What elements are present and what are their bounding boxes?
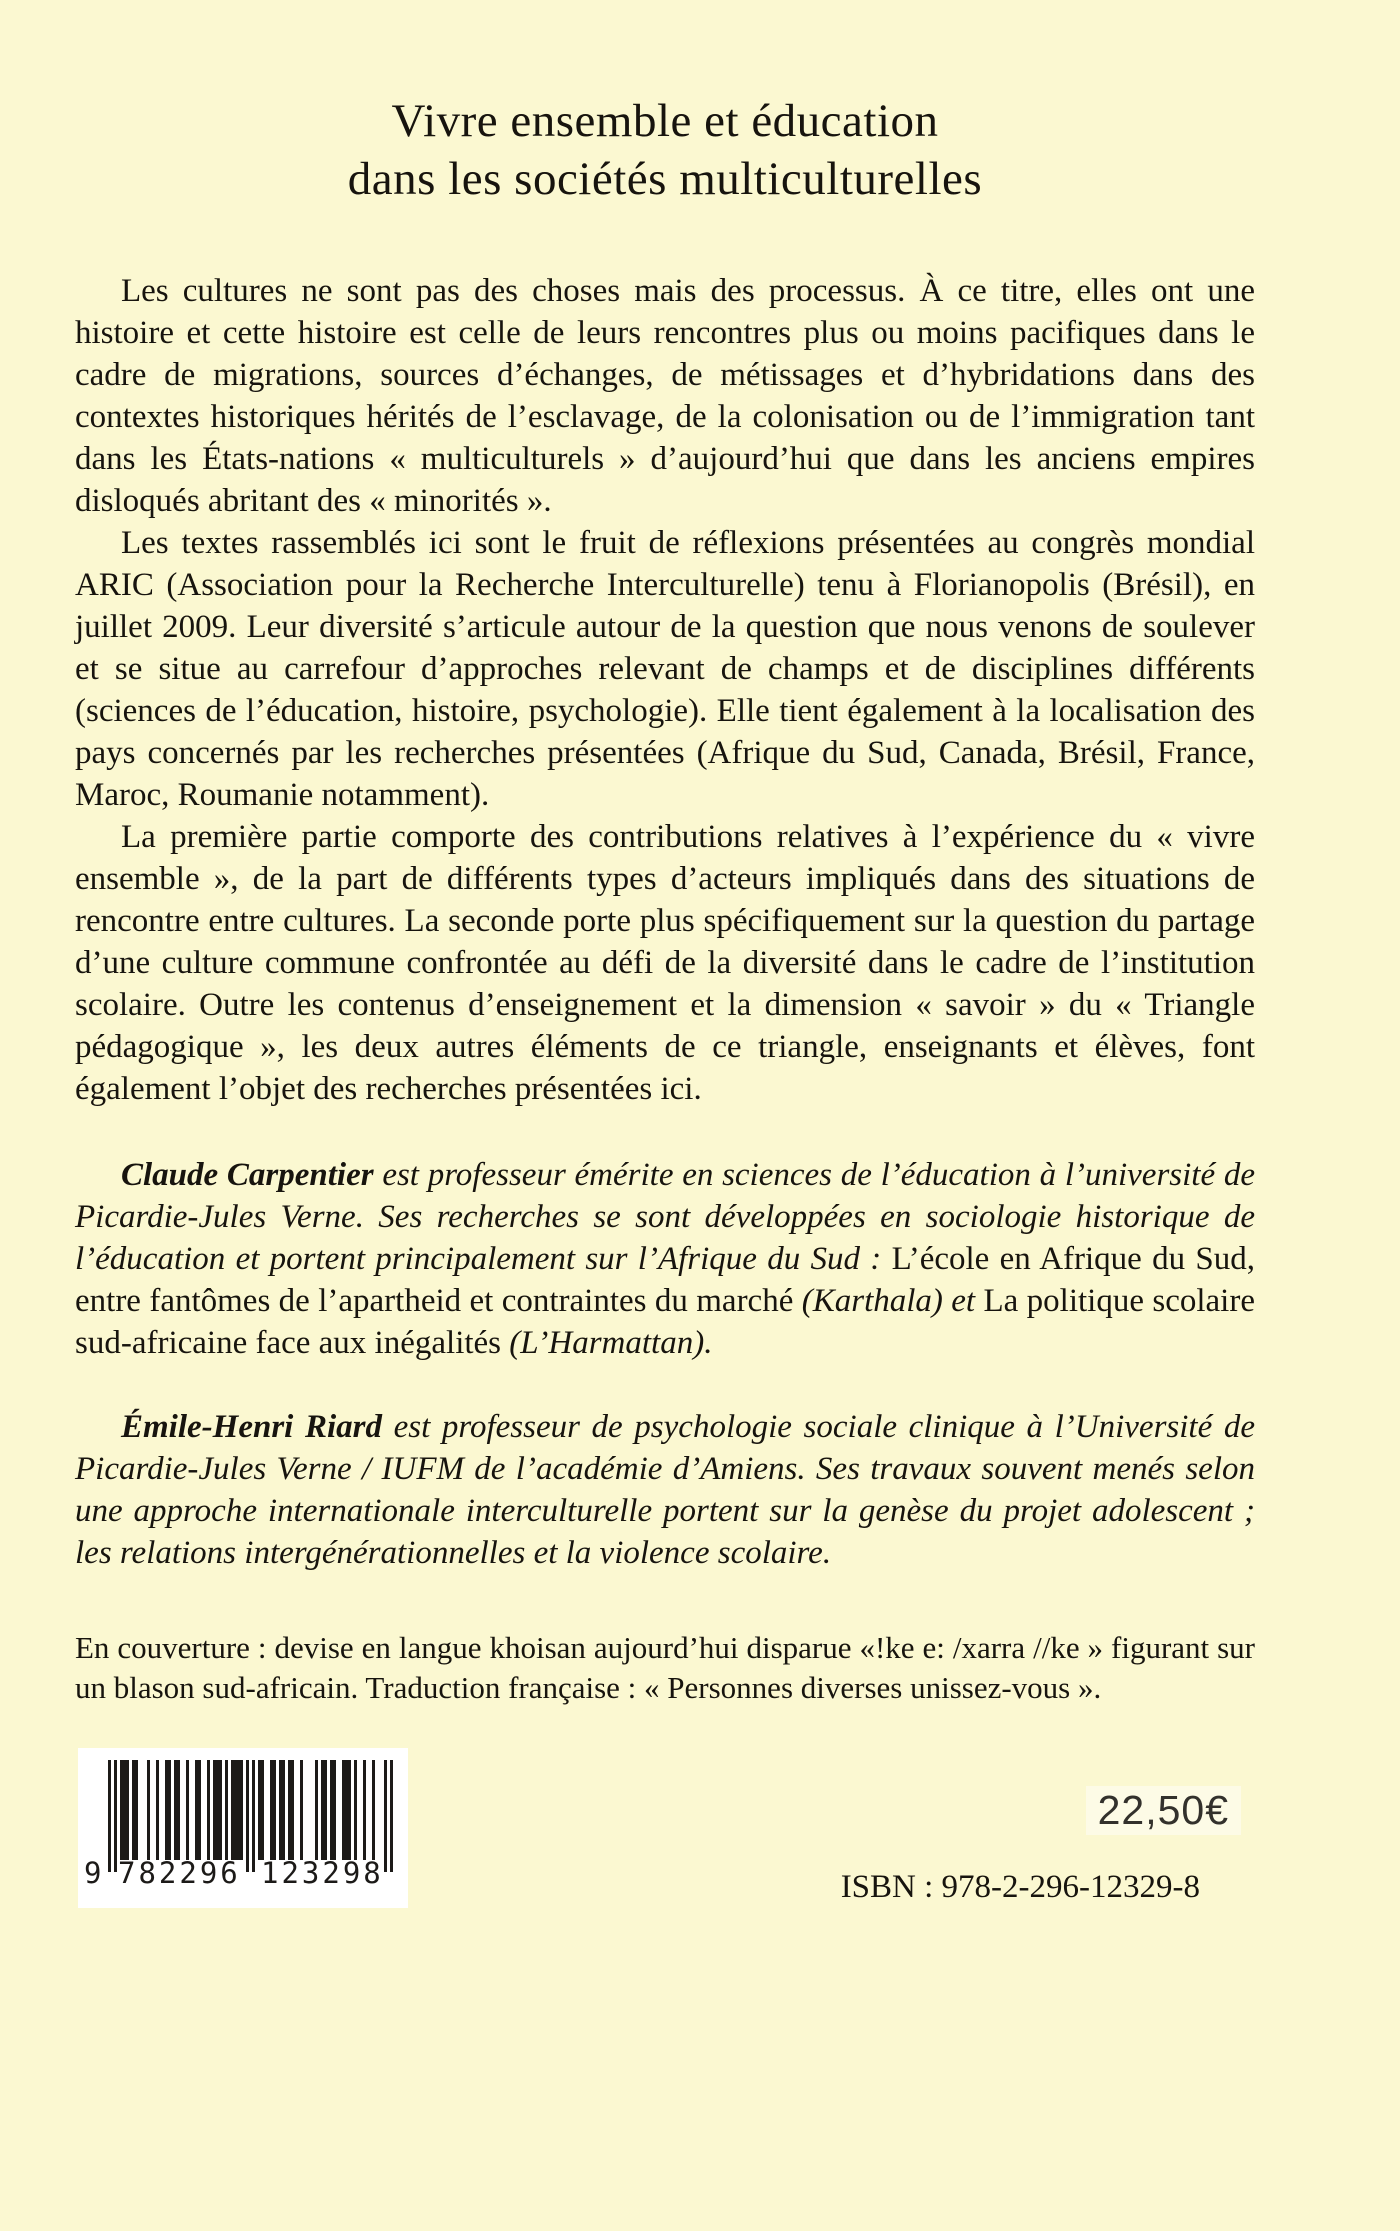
bio-text-segment: est professeur émérite en sciences de l’éducation à l’université de Picardie-Jules Verne. Ses recherches se sont développées en sociologie historique de l’éducation et portent principalement sur l’Afrique du Sud : (75, 1157, 1255, 1277)
bio-text-segment: L’école en Afrique du Sud, entre fantômes de l’apartheid et contraintes du marché (75, 1241, 1255, 1319)
price-label: 22,50€ (1086, 1786, 1241, 1835)
bio-text-segment: (L’Harmattan). (509, 1325, 713, 1361)
bio-text-segment: Émile-Henri Riard (121, 1409, 394, 1445)
cover-note: En couverture : devise en langue khoisan aujourd’hui disparue «!ke e: /xarra //ke » figurant sur un blason sud-africain. Traduction française : « Personnes diverses unissez-vous ». (75, 1630, 1255, 1705)
bio-text-segment: Claude Carpentier (121, 1157, 383, 1193)
author-bio-carpentier (75, 1154, 1255, 1364)
isbn-label: ISBN : 978-2-296-12329-8 (840, 1869, 1200, 1905)
synopsis-paragraph: La première partie comporte des contributions relatives à l’expérience du « vivre ensemble », de la part de différents types d’acteurs impliqués dans des situations de rencontre entre cultures. La seconde porte plus spécifiquement sur la question du partage d’une culture commune confrontée au défi de la diversité dans le cadre de l’institution scolaire. Outre les contenus d’enseignement et la dimension « savoir » du « Triangle pédagogique », les deux autres éléments de ce triangle, enseignants et élèves, font également l’objet des recherches présentées ici. (75, 819, 1255, 1107)
bio-text-segment: est professeur de psychologie sociale clinique à l’Université de Picardie-Jules Verne / IUFM de l’académie d’Amiens. Ses travaux souvent menés selon une approche internationale interculturelle portent sur la genèse du projet adolescent ; les relations intergénérationnelles et la violence scolaire. (75, 1409, 1255, 1571)
book-title-line1: Vivre ensemble et éducation (391, 95, 939, 147)
barcode (78, 1748, 408, 1908)
barcode-digit-group: 9 (84, 1856, 105, 1890)
author-bio-riard (75, 1406, 1255, 1574)
bio-text-segment: La politique scolaire sud-africaine face aux inégalités (75, 1283, 1255, 1361)
synopsis (75, 270, 1255, 1110)
price-isbn-block (841, 1786, 1255, 1906)
bio-text-segment: (Karthala) et (801, 1283, 984, 1319)
book-title (75, 92, 1255, 208)
synopsis-paragraph: Les textes rassemblés ici sont le fruit de réflexions présentées au congrès mondial ARIC (Association pour la Recherche Interculturelle) tenu à Florianopolis (Brésil), en juillet 2009. Leur diversité s’articule autour de la question que nous venons de soulever et se situe au carrefour d’approches relevant de champs et de disciplines différents (sciences de l’éducation, histoire, psychologie). Elle tient également à la localisation des pays concernés par les recherches présentées (Afrique du Sud, Canada, Brésil, France, Maroc, Roumanie notamment). (75, 525, 1255, 813)
bottom-row (75, 1748, 1255, 1908)
synopsis-paragraph: Les cultures ne sont pas des choses mais des processus. À ce titre, elles ont une histoire et cette histoire est celle de leurs rencontres plus ou moins pacifiques dans le cadre de migrations, sources d’échanges, de métissages et d’hybridations dans des contextes historiques hérités de l’esclavage, de la colonisation ou de l’immigration tant dans les États-nations « multiculturels » d’aujourd’hui que dans les anciens empires disloqués abritant des « minorités ». (75, 273, 1255, 519)
barcode-digit-group: 123298 (261, 1856, 384, 1890)
book-title-line2: dans les sociétés multiculturelles (347, 153, 983, 205)
barcode-digit-group: 782296 (118, 1856, 241, 1890)
